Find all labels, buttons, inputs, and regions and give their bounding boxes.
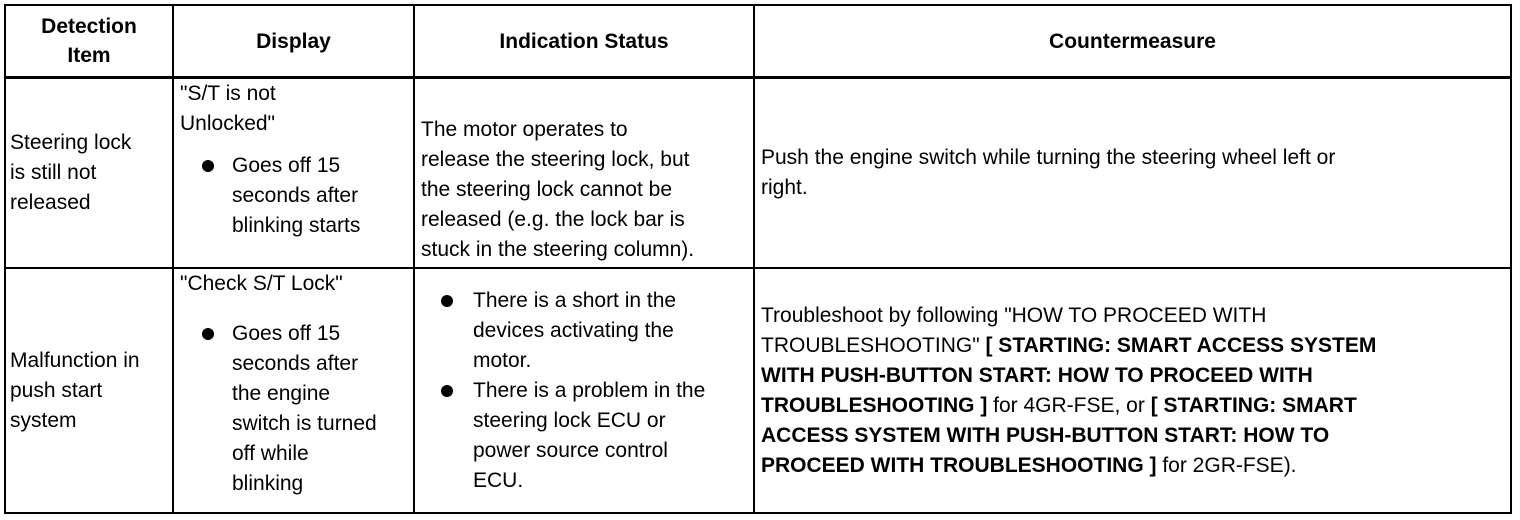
text-line: switch is turned [232, 412, 377, 435]
text-line: stuck in the steering column). [421, 238, 695, 261]
text-line: seconds after [232, 184, 359, 207]
text-line: is still not [10, 161, 97, 184]
display-cell [173, 268, 414, 513]
table-body [5, 78, 1511, 514]
text-line: seconds after [232, 352, 359, 375]
text-line: system [10, 408, 77, 432]
header-display [173, 5, 414, 78]
detection-item-text [10, 346, 170, 436]
text-line: blinking starts [232, 214, 361, 237]
display-cell [173, 78, 414, 269]
text-line: There is a short in the [473, 288, 677, 312]
list-item [180, 319, 407, 499]
text-line: Display [256, 29, 331, 53]
bullet-icon [441, 385, 453, 397]
header-indication-status [414, 5, 754, 78]
indication-status-text [421, 115, 747, 265]
display-text [180, 79, 407, 139]
text-line: ECU. [473, 468, 524, 492]
text-segment: Troubleshoot by following "HOW TO PROCEED WITH [761, 303, 1267, 327]
table-row [5, 268, 1511, 513]
table-header [5, 5, 1511, 78]
text-segment: Push the engine switch while turning the steering wheel left or [761, 146, 1336, 169]
text-line: The motor operates to [421, 118, 628, 141]
text-line: Indication Status [499, 29, 669, 53]
detection-item-text [10, 128, 170, 218]
text-line: Item [67, 44, 111, 67]
indication-status-cell [414, 268, 754, 513]
text-line: off while [232, 442, 309, 465]
text-line: Steering lock [10, 131, 132, 154]
bold-text-segment: [ STARTING: SMART ACCESS SYSTEM [985, 333, 1377, 357]
text-line: Countermeasure [1049, 29, 1216, 53]
text-line: the steering lock cannot be [421, 178, 672, 201]
table-row [5, 78, 1511, 269]
text-line: released (e.g. the lock bar is [421, 208, 685, 231]
list-item [421, 376, 747, 496]
display-bullet-list [180, 151, 407, 241]
detection-item-cell [5, 78, 173, 269]
troubleshooting-table [4, 4, 1512, 514]
header-detection-item [5, 5, 173, 78]
text-line: "S/T is not [180, 82, 276, 105]
text-line: power source control [473, 438, 668, 462]
text-segment: for 4GR-FSE, or [987, 393, 1151, 417]
bold-text-segment: PROCEED WITH TROUBLESHOOTING ] [761, 453, 1157, 477]
bold-text-segment: [ STARTING: SMART [1150, 393, 1357, 417]
display-text [180, 269, 407, 299]
text-line: Detection [41, 15, 137, 38]
countermeasure-text [761, 143, 1504, 203]
bold-text-segment: TROUBLESHOOTING ] [761, 393, 988, 417]
list-item [421, 286, 747, 376]
text-line: Goes off 15 [232, 154, 341, 177]
list-item [180, 151, 407, 241]
text-line: "Check S/T Lock" [180, 272, 343, 295]
bullet-icon [202, 328, 214, 340]
text-segment: for 2GR-FSE). [1156, 453, 1297, 477]
text-line: release the steering lock, but [421, 148, 690, 171]
text-line: push start [10, 378, 103, 402]
text-segment: TROUBLESHOOTING" [761, 333, 986, 357]
countermeasure-cell [754, 268, 1511, 513]
text-line: steering lock ECU or [473, 408, 666, 432]
bold-text-segment: ACCESS SYSTEM WITH PUSH-BUTTON START: HOW TO [761, 423, 1330, 447]
text-line: blinking [232, 472, 304, 495]
text-line: motor. [473, 348, 532, 372]
text-segment: right. [761, 176, 808, 199]
detection-item-cell [5, 268, 173, 513]
text-line: the engine [232, 382, 331, 405]
bullet-icon [202, 160, 214, 172]
indication-bullet-list [421, 286, 747, 496]
countermeasure-cell [754, 78, 1511, 269]
display-bullet-list [180, 319, 407, 499]
document-page [4, 4, 1512, 514]
text-line: Unlocked" [180, 112, 276, 135]
text-line: Malfunction in [10, 348, 140, 372]
indication-status-cell [414, 78, 754, 269]
text-line: Goes off 15 [232, 322, 341, 345]
bullet-icon [441, 295, 453, 307]
text-line: devices activating the [473, 318, 674, 342]
countermeasure-text [761, 301, 1504, 481]
header-countermeasure [754, 5, 1511, 78]
text-line: released [10, 191, 91, 214]
bold-text-segment: WITH PUSH-BUTTON START: HOW TO PROCEED WITH [761, 363, 1313, 387]
text-line: There is a problem in the [473, 378, 706, 402]
